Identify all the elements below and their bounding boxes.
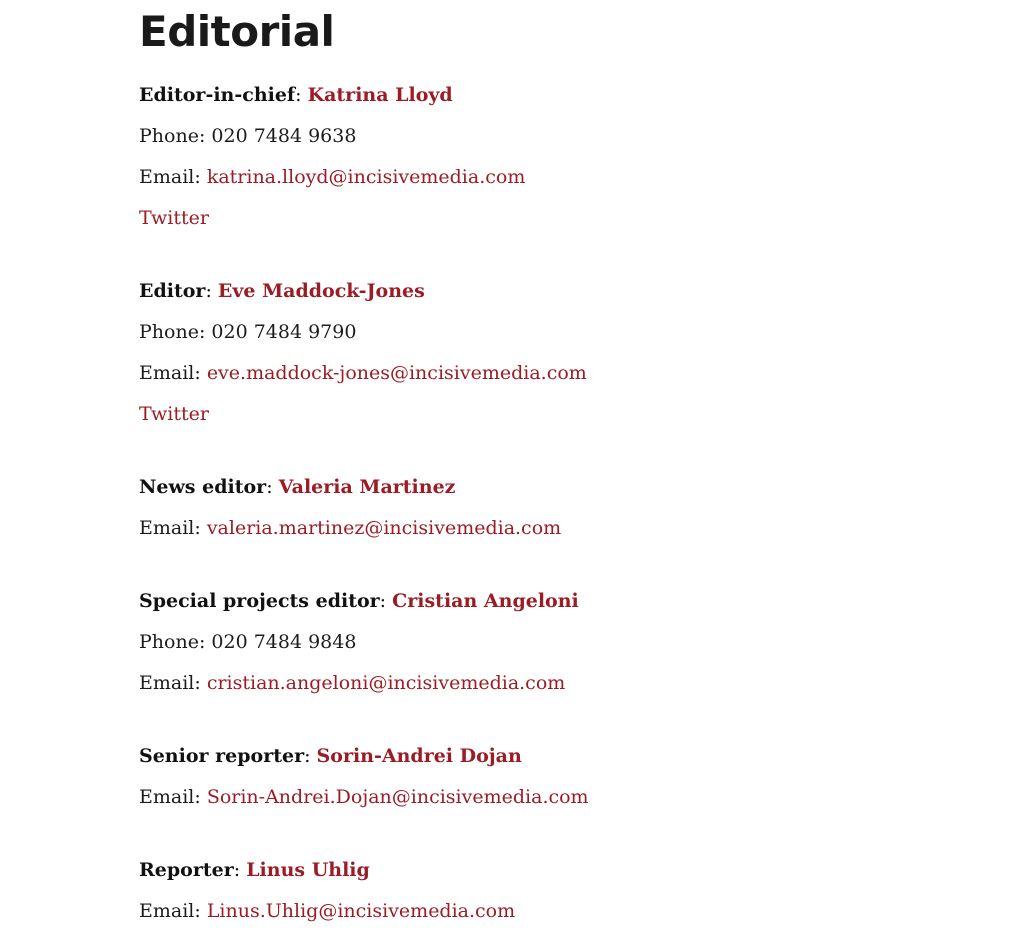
contact-block-senior-reporter — [139, 736, 939, 818]
twitter-link[interactable]: Twitter — [139, 207, 209, 229]
email-link[interactable]: katrina.lloyd@incisivemedia.com — [206, 166, 526, 188]
contact-email — [139, 891, 939, 932]
phone-label: Phone: — [139, 631, 212, 653]
role-separator: : — [295, 84, 308, 106]
contact-email — [139, 777, 939, 818]
contact-heading — [139, 850, 939, 891]
role-separator: : — [379, 590, 393, 612]
email-label: Email: — [139, 786, 207, 808]
phone-label: Phone: — [139, 125, 212, 147]
email-link[interactable]: Linus.Uhlig@incisivemedia.com — [206, 900, 516, 922]
page-title: Editorial — [139, 7, 335, 56]
role-separator: : — [266, 476, 279, 498]
email-link[interactable]: eve.maddock-jones@incisivemedia.com — [206, 362, 587, 384]
contact-block-news-editor — [139, 467, 939, 549]
email-link[interactable]: valeria.martinez@incisivemedia.com — [206, 517, 562, 539]
email-label: Email: — [139, 517, 207, 539]
phone-value: 020 7484 9638 — [211, 125, 357, 147]
email-link[interactable]: cristian.angeloni@incisivemedia.com — [206, 672, 566, 694]
contact-block-editor-in-chief — [139, 75, 939, 239]
contact-twitter — [139, 394, 939, 435]
contact-email — [139, 508, 939, 549]
twitter-link[interactable]: Twitter — [139, 403, 209, 425]
contact-email — [139, 353, 939, 394]
contact-phone — [139, 622, 939, 663]
contact-block-editor — [139, 271, 939, 435]
email-label: Email: — [139, 362, 207, 384]
contact-email — [139, 157, 939, 198]
role-separator: : — [205, 280, 218, 302]
contact-heading — [139, 581, 939, 622]
contact-name-link[interactable]: Cristian Angeloni — [392, 590, 579, 612]
email-label: Email: — [139, 900, 207, 922]
contact-heading — [139, 736, 939, 777]
contact-role: Reporter — [139, 859, 234, 881]
email-label: Email: — [139, 672, 207, 694]
phone-value: 020 7484 9848 — [211, 631, 357, 653]
contact-name-link[interactable]: Katrina Lloyd — [307, 84, 453, 106]
contact-name-link[interactable]: Eve Maddock-Jones — [217, 280, 425, 302]
role-separator: : — [233, 859, 247, 881]
contact-heading — [139, 75, 939, 116]
contact-name-link[interactable]: Sorin-Andrei Dojan — [316, 745, 522, 767]
contact-name-link[interactable]: Valeria Martinez — [278, 476, 456, 498]
editorial-section — [139, 0, 939, 932]
phone-label: Phone: — [139, 321, 212, 343]
contact-heading — [139, 271, 939, 312]
contact-block-special-projects-editor — [139, 581, 939, 704]
role-separator: : — [304, 745, 317, 767]
contact-twitter — [139, 198, 939, 239]
contact-role: Editor — [139, 280, 206, 302]
email-label: Email: — [139, 166, 207, 188]
contact-phone — [139, 312, 939, 353]
contact-role: Special projects editor — [139, 590, 380, 612]
contact-block-reporter — [139, 850, 939, 932]
phone-value: 020 7484 9790 — [211, 321, 357, 343]
contact-phone — [139, 116, 939, 157]
contact-role: News editor — [139, 476, 267, 498]
contact-role: Editor-in-chief — [139, 84, 296, 106]
contact-email — [139, 663, 939, 704]
email-link[interactable]: Sorin-Andrei.Dojan@incisivemedia.com — [206, 786, 589, 808]
contact-role: Senior reporter — [139, 745, 305, 767]
contact-heading — [139, 467, 939, 508]
contact-name-link[interactable]: Linus Uhlig — [246, 859, 370, 881]
